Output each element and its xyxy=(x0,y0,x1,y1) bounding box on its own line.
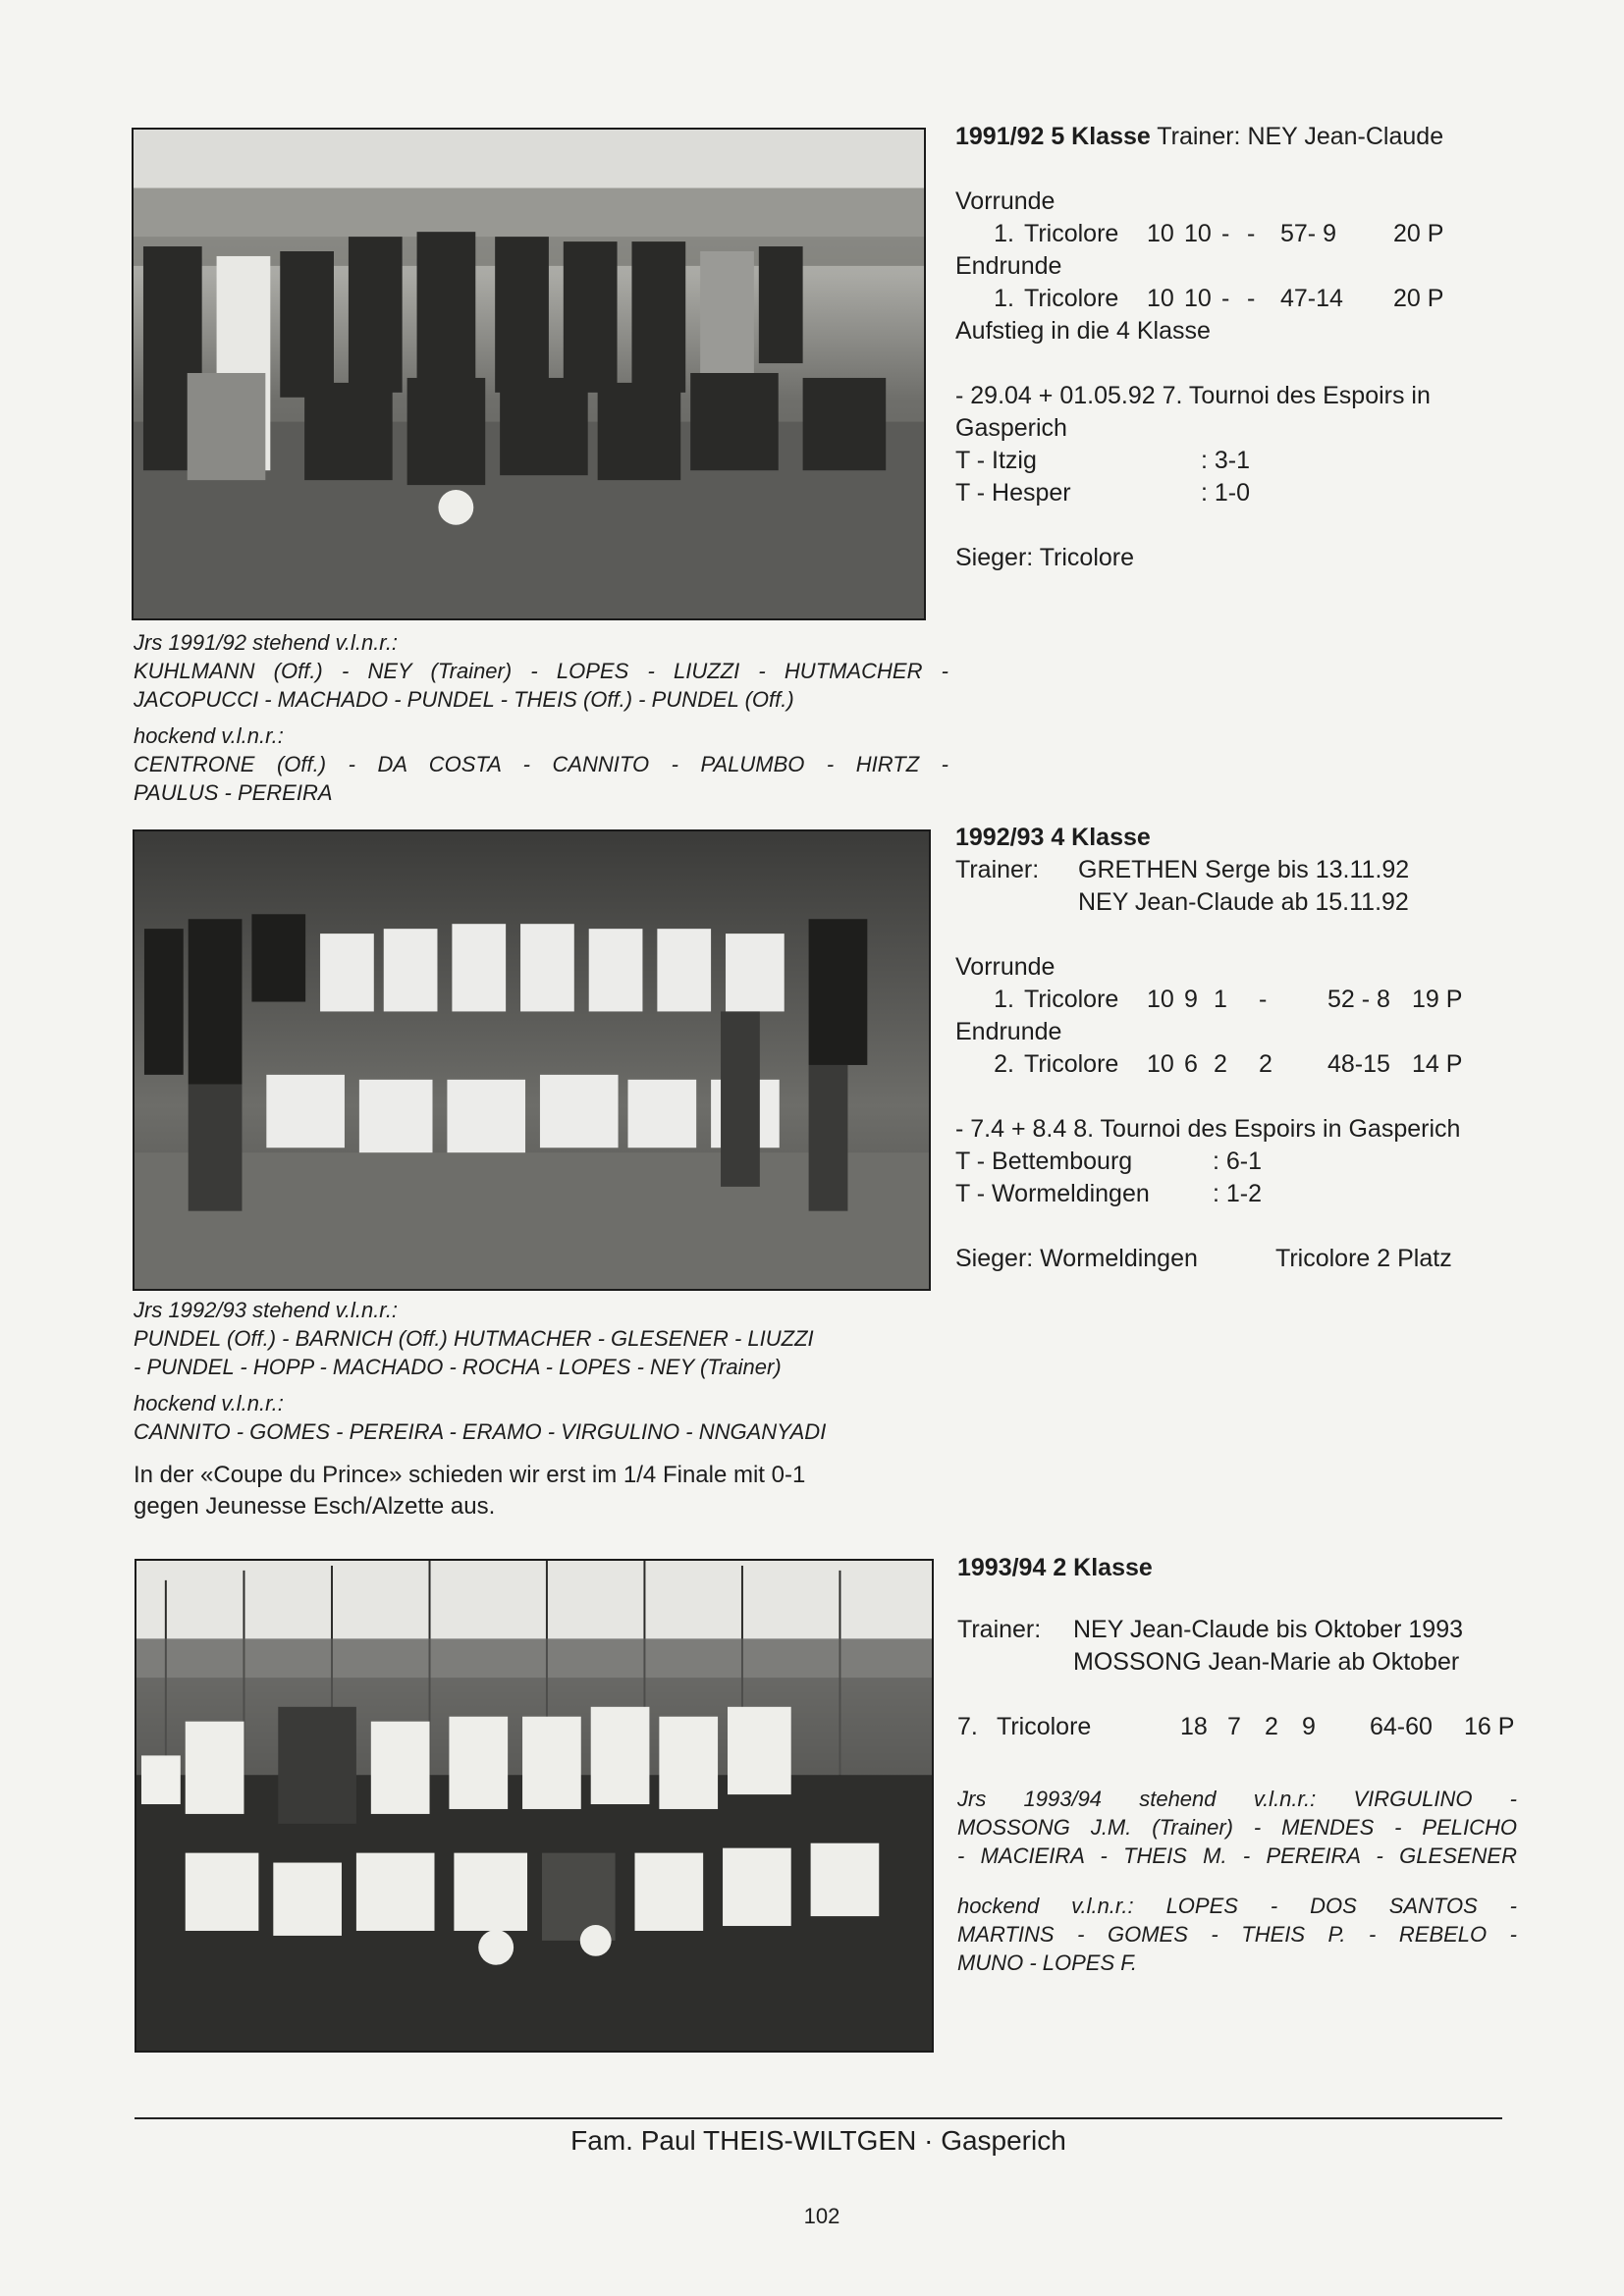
sponsor-text: Fam. Paul THEIS-WILTGEN · Gasperich xyxy=(570,2125,1066,2156)
season: 1993/94 xyxy=(957,1554,1047,1581)
section-1993-94 xyxy=(957,1552,1517,1977)
endrunde-result-row: 2. Tricolore 10 6 2 2 48-15 14 P xyxy=(994,1050,1463,1078)
caption-line: CENTRONE (Off.) - DA COSTA - CANNITO - PALUMBO - HIRTZ - xyxy=(134,752,948,776)
photo-caption-1991-92 xyxy=(134,628,948,807)
caption-line: hockend v.l.n.r.: xyxy=(134,723,284,748)
team-photo-1991-92 xyxy=(132,128,926,620)
tournoi-winner: Sieger: Wormeldingen xyxy=(955,1245,1198,1272)
caption-line: MUNO - LOPES F. xyxy=(957,1950,1137,1975)
tournoi-match-row: T - Itzig : 3-1 xyxy=(955,447,1251,474)
footer-sponsor xyxy=(135,2123,1502,2159)
coupe-du-prince-note: gegen Jeunesse Esch/Alzette aus. xyxy=(134,1493,496,1520)
season: 1991/92 xyxy=(955,123,1045,150)
footer-divider xyxy=(135,2117,1502,2119)
caption-line: hockend v.l.n.r.: LOPES - DOS SANTOS - xyxy=(957,1894,1517,1918)
tricolore-placement: Tricolore 2 Platz xyxy=(1275,1245,1452,1272)
class: 2 Klasse xyxy=(1053,1554,1153,1581)
caption-line: JACOPUCCI - MACHADO - PUNDEL - THEIS (Off.) - PUNDEL (Off.) xyxy=(134,687,794,712)
class: 5 Klasse xyxy=(1051,123,1151,150)
vorrunde-label: Vorrunde xyxy=(955,953,1056,981)
caption-line: Jrs 1992/93 stehend v.l.n.r.: xyxy=(134,1298,399,1322)
caption-line: - PUNDEL - HOPP - MACHADO - ROCHA - LOPES - NEY (Trainer) xyxy=(134,1355,782,1379)
section-1992-93 xyxy=(955,822,1525,1275)
team-photo-1993-94-figures xyxy=(136,1561,932,2051)
team-photo-1992-93-figures xyxy=(135,831,929,1289)
tournoi-match-row: T - Wormeldingen : 1-2 xyxy=(955,1180,1263,1207)
section-1991-92 xyxy=(955,121,1525,574)
page-number: 102 xyxy=(803,2204,840,2228)
trainer-row: NEY Jean-Claude ab 15.11.92 xyxy=(1078,888,1409,916)
team-photo-1992-93 xyxy=(133,829,931,1291)
caption-line: Jrs 1993/94 stehend v.l.n.r.: VIRGULINO - xyxy=(957,1787,1517,1811)
caption-line: MOSSONG J.M. (Trainer) - MENDES - PELICHO xyxy=(957,1815,1517,1840)
caption-line: MARTINS - GOMES - THEIS P. - REBELO - xyxy=(957,1922,1517,1947)
tournoi-line-2: Gasperich xyxy=(955,414,1067,442)
season-result-row: 7. Tricolore 18 7 2 9 64-60 16 P xyxy=(957,1713,1515,1740)
team-photo-1993-94 xyxy=(135,1559,934,2053)
tournoi-match-row: T - Bettembourg : 6-1 xyxy=(955,1148,1263,1175)
endrunde-result-row: 1. Tricolore 10 10 - - 47-14 20 P xyxy=(994,285,1444,312)
trainer-row: MOSSONG Jean-Marie ab Oktober xyxy=(1073,1648,1460,1676)
tournoi-match-row: T - Hesper : 1-0 xyxy=(955,479,1251,507)
coupe-du-prince-note: In der «Coupe du Prince» schieden wir erst im 1/4 Finale mit 0-1 xyxy=(134,1462,806,1488)
caption-line: hockend v.l.n.r.: xyxy=(134,1391,284,1415)
photo-caption-1993-94 xyxy=(957,1785,1517,1977)
season-heading-1993-94 xyxy=(957,1552,1517,1584)
trainer-row: Trainer: GRETHEN Serge bis 13.11.92 xyxy=(955,856,1410,883)
tournoi-winner: Sieger: Tricolore xyxy=(955,544,1135,571)
tournoi-line: - 7.4 + 8.4 8. Tournoi des Espoirs in Gasperich xyxy=(955,1115,1461,1143)
photo-caption-1992-93 xyxy=(134,1296,931,1522)
aufstieg-note: Aufstieg in die 4 Klasse xyxy=(955,317,1211,345)
class: 4 Klasse xyxy=(1051,824,1151,851)
trainer: Trainer: NEY Jean-Claude xyxy=(1157,123,1444,150)
caption-line: PUNDEL (Off.) - BARNICH (Off.) HUTMACHER - GLESENER - LIUZZI xyxy=(134,1326,814,1351)
tournoi-winner-row xyxy=(955,1243,1525,1275)
vorrunde-label: Vorrunde xyxy=(955,187,1056,215)
caption-line: Jrs 1991/92 stehend v.l.n.r.: xyxy=(134,630,399,655)
team-photo-1991-92-figures xyxy=(134,130,924,618)
vorrunde-result-row: 1. Tricolore 10 9 1 - 52 - 8 19 P xyxy=(994,986,1463,1013)
endrunde-label: Endrunde xyxy=(955,252,1062,280)
endrunde-label: Endrunde xyxy=(955,1018,1062,1045)
season-heading-1991-92 xyxy=(955,121,1525,153)
season-heading-1992-93 xyxy=(955,822,1525,854)
caption-line: CANNITO - GOMES - PEREIRA - ERAMO - VIRGULINO - NNGANYADI xyxy=(134,1419,827,1444)
caption-line: PAULUS - PEREIRA xyxy=(134,780,333,805)
season: 1992/93 xyxy=(955,824,1045,851)
caption-line: - MACIEIRA - THEIS M. - PEREIRA - GLESENER xyxy=(957,1843,1517,1868)
caption-line: KUHLMANN (Off.) - NEY (Trainer) - LOPES - LIUZZI - HUTMACHER - xyxy=(134,659,948,683)
tournoi-line-1: - 29.04 + 01.05.92 7. Tournoi des Espoirs in xyxy=(955,382,1431,409)
vorrunde-result-row: 1. Tricolore 10 10 - - 57- 9 20 P xyxy=(994,220,1444,247)
trainer-row: Trainer: NEY Jean-Claude bis Oktober 1993 xyxy=(957,1616,1463,1643)
